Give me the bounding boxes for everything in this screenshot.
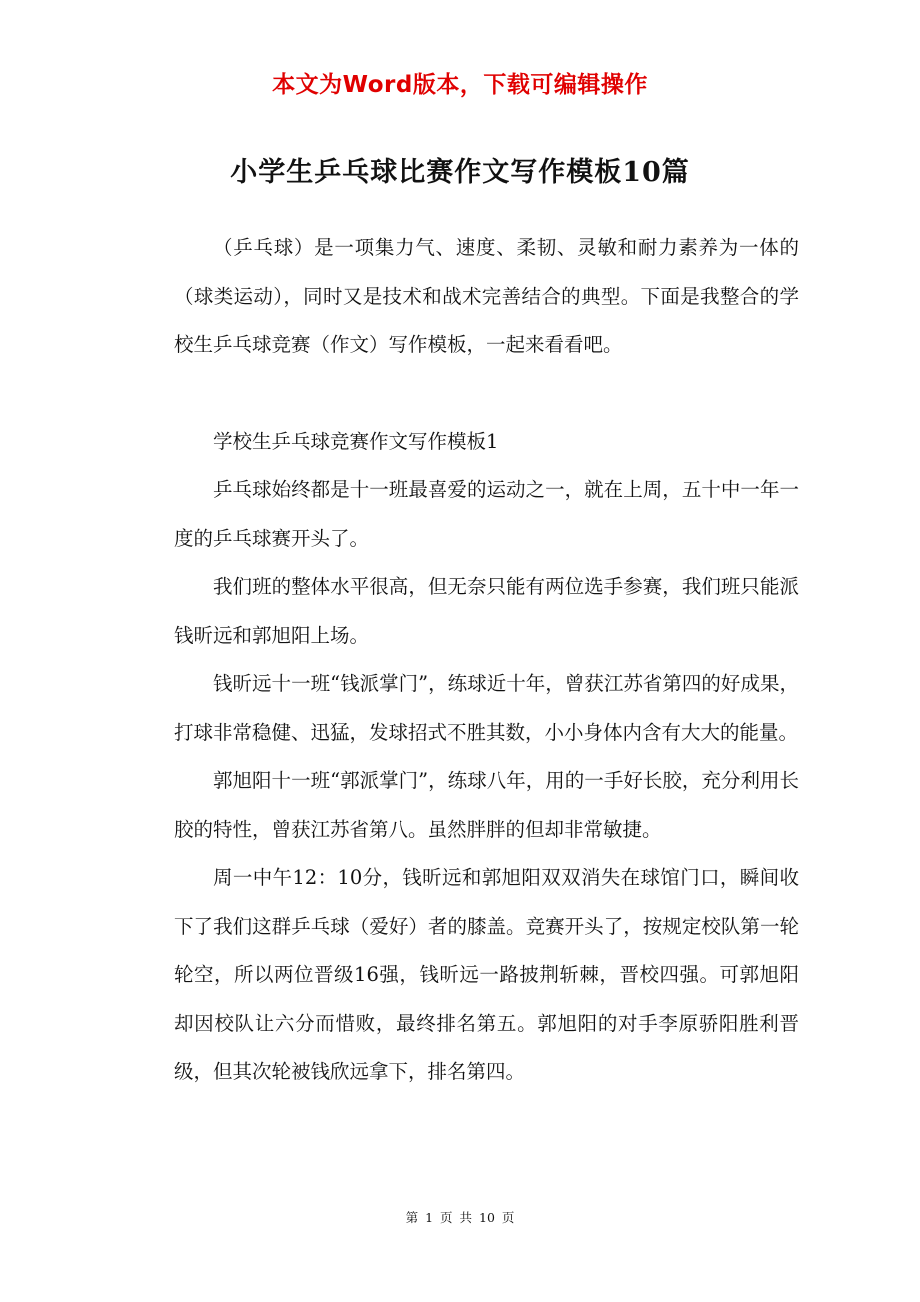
body-paragraph: 周一中午12：10分，钱昕远和郭旭阳双双消失在球馆门口，瞬间收下了我们这群乒乓球（爱好）者的膝盖。竞赛开头了，按规定校队第一轮轮空，所以两位晋级16强，钱昕远一路披荆斩棘，晋校四强。可郭旭阳却因校队让六分而惜败，最终排名第五。郭旭阳的对手李原骄阳胜利晋级，但其次轮被钱欣远拿下，排名第四。 [174, 866, 799, 1083]
section-heading: 学校生乒乓球竞赛作文写作模板1 [213, 429, 499, 453]
document-title: 小学生乒乓球比赛作文写作模板10篇 [230, 157, 690, 188]
body-paragraph: 乒乓球始终都是十一班最喜爱的运动之一，就在上周，五十中一年一度的乒乓球赛开头了。 [174, 478, 799, 550]
document-body [174, 224, 799, 1097]
footer-middle: 页 共 [440, 1210, 473, 1225]
page-number-footer [0, 1208, 920, 1226]
body-paragraph: 郭旭阳十一班“郭派掌门”，练球八年，用的一手好长胶，充分利用长胶的特性，曾获江苏省第八。虽然胖胖的但却非常敏捷。 [174, 769, 799, 841]
intro-paragraph: （乒乓球）是一项集力气、速度、柔韧、灵敏和耐力素养为一体的（球类运动），同时又是技术和战术完善结合的典型。下面是我整合的学校生乒乓球竞赛（作文）写作模板，一起来看看吧。 [174, 236, 799, 356]
footer-suffix: 页 [501, 1210, 515, 1225]
body-paragraph: 钱昕远十一班“钱派掌门”，练球近十年，曾获江苏省第四的好成果，打球非常稳健、迅猛，发球招式不胜其数，小小身体内含有大大的能量。 [174, 672, 799, 744]
footer-current-page: 1 [425, 1210, 434, 1225]
footer-prefix: 第 [405, 1210, 419, 1225]
body-paragraph: 我们班的整体水平很高，但无奈只能有两位选手参赛，我们班只能派钱昕远和郭旭阳上场。 [174, 575, 799, 647]
editable-notice-banner: 本文为Word版本，下载可编辑操作 [272, 72, 648, 98]
footer-total-pages: 10 [479, 1210, 495, 1225]
